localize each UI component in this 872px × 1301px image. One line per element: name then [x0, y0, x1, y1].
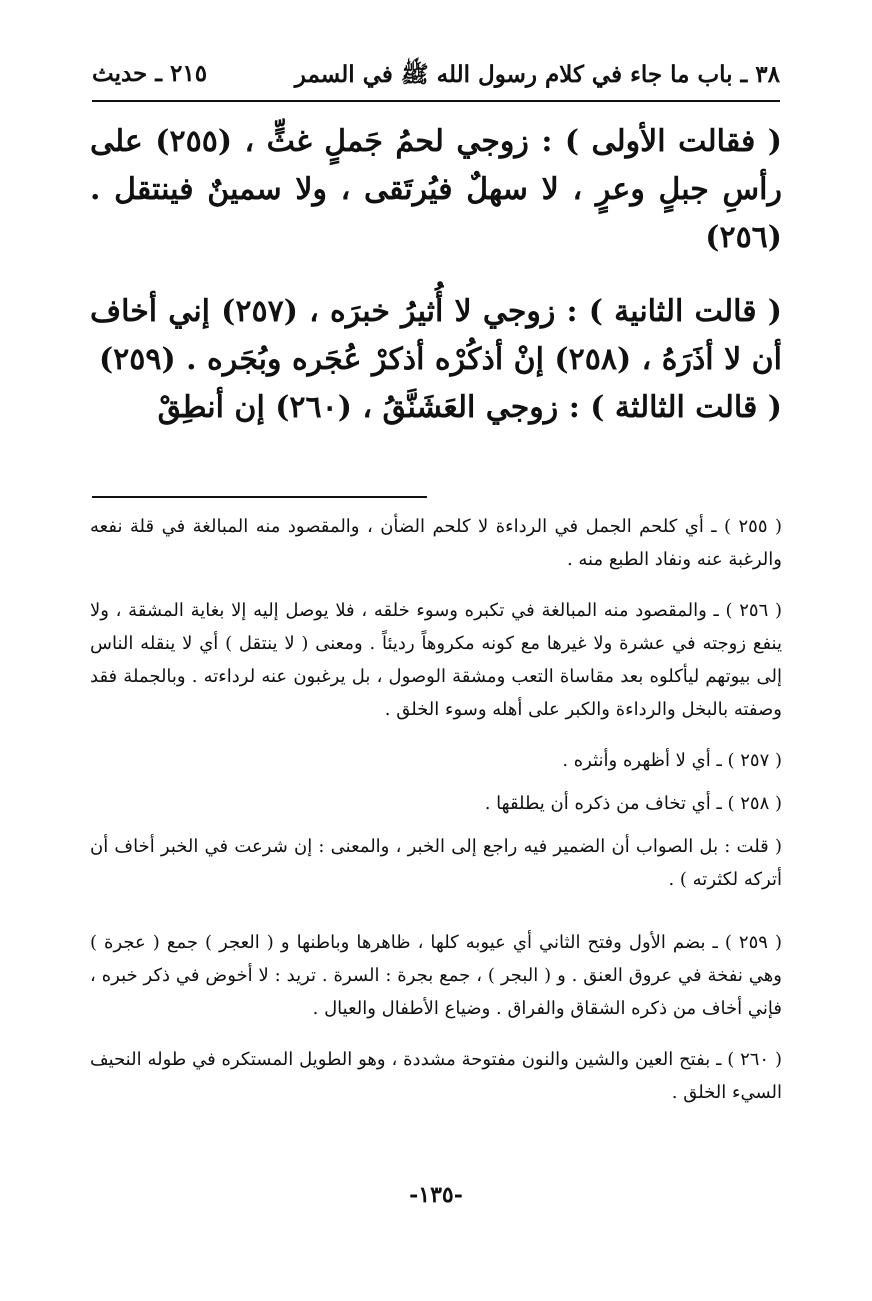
- main-paragraph-first-wife: ( فقالت الأولى ) : زوجي لحمُ جَملٍ غثٍّ ، (٢٥٥) على رأسِ جبلٍ وعرٍ ، لا سهلٌ فيُرتَقى ، ولا سمينٌ فينتقل . (٢٥٦): [90, 124, 782, 255]
- footnotes: [90, 510, 782, 1127]
- hadith-number: ٢١٥ ـ حديث: [92, 60, 208, 87]
- footnote-divider: [92, 496, 427, 498]
- main-paragraph-third-wife: ( قالت الثالثة ) : زوجي العَشَنَّقُ ، (٢٦٠) إن أنطِقْ: [157, 390, 782, 425]
- header-divider: [92, 100, 780, 102]
- footnote-256: ( ٢٥٦ ) ـ والمقصود منه المبالغة في تكبره وسوء خلقه ، فلا يوصل إليه إلا بغاية المشقة ، ولا ينفع زوجته في عشرة ولا غيرها مع كونه مكروهاً رديئاً . ومعنى ( لا ينتقل ) أي لا ينقله الناس إلى بيوتهم ليأكلوه بعد مقاساة التعب ومشقة الوصول ، بل يرغبون عنه لرداءته . وبالجملة فقد وصفته بالبخل والرداءة والكبر على أهله وسوء الخلق .: [90, 600, 782, 720]
- footnote-257: ( ٢٥٧ ) ـ أي لا أظهره وأنثره .: [562, 750, 782, 771]
- footnote-258: ( ٢٥٨ ) ـ أي تخاف من ذكره أن يطلقها .: [484, 793, 782, 814]
- footnote-258-remark: ( قلت : بل الصواب أن الضمير فيه راجع إلى الخبر ، والمعنى : إن شرعت في الخبر أخاف أن أتركه لكثرته ) .: [90, 836, 782, 890]
- footnote-260: ( ٢٦٠ ) ـ بفتح العين والشين والنون مفتوحة مشددة ، وهو الطويل المستكره في طوله النحيف السيء الخلق .: [90, 1049, 782, 1103]
- running-header: [92, 56, 780, 100]
- main-paragraph-second-wife: ( قالت الثانية ) : زوجي لا أُثيرُ خبرَه ، (٢٥٧) إني أخاف أن لا أذَرَهُ ، (٢٥٨) إنْ أذكُرْه أذكرْ عُجَره وبُجَره . (٢٥٩): [90, 294, 782, 377]
- page-number: -١٣٥-: [409, 1182, 463, 1208]
- main-text: [90, 118, 782, 432]
- footnote-259: ( ٢٥٩ ) ـ بضم الأول وفتح الثاني أي عيوبه كلها ، ظاهرها وباطنها و ( العجر ) جمع ( عجرة ) وهي نفخة في عروق العنق . و ( البجر ) ، جمع بجرة : السرة . تريد : لا أخوض في ذكر خبره ، فإني أخاف من ذكره الشقاق والفراق . وضياع الأطفال والعيال .: [90, 932, 782, 1019]
- chapter-title: ٣٨ ـ باب ما جاء في كلام رسول الله ﷺ في السمر: [294, 61, 780, 88]
- footnote-255: ( ٢٥٥ ) ـ أي كلحم الجمل في الرداءة لا كلحم الضأن ، والمقصود منه المبالغة في قلة نفعه والرغبة عنه ونفاد الطبع منه .: [90, 516, 783, 570]
